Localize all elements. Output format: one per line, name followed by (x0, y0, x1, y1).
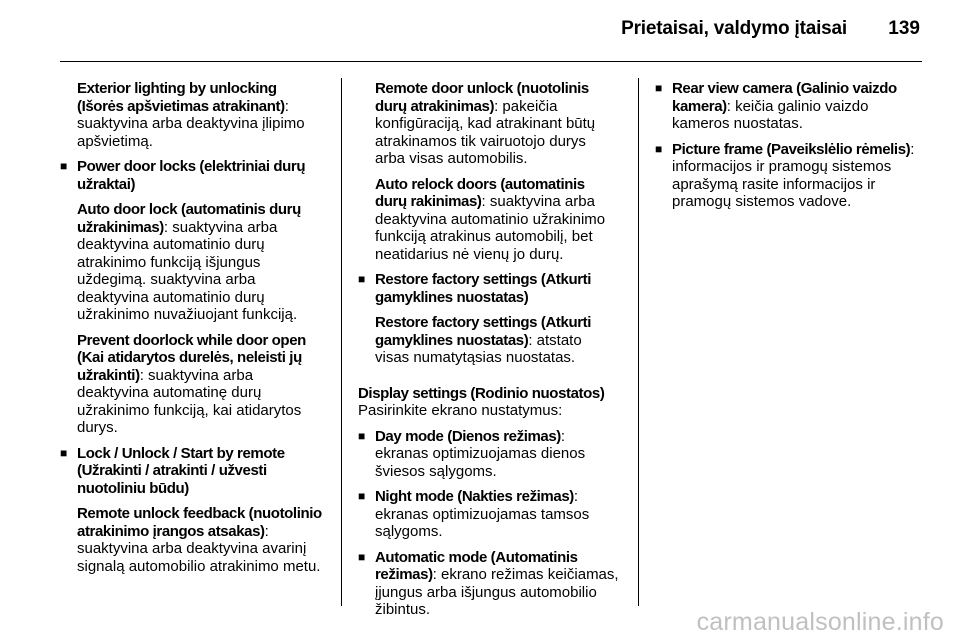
column-divider-1 (341, 78, 342, 606)
page-number: 139 (888, 18, 920, 39)
setting-description (358, 176, 620, 264)
bullet-item (655, 141, 917, 211)
bullet-item (60, 445, 322, 498)
setting-name: Lock / Unlock / Start by remote (Užrakinti / atrakinti / užvesti nuotoliniu būdu) (77, 444, 285, 497)
setting-description (60, 201, 322, 324)
setting-text: : ekrano režimas keičiamas, įjungus arba išjungus automobilio žibintus. (375, 566, 619, 618)
setting-name: Restore factory settings (Atkurti gamyklines nuostatas) (375, 271, 592, 306)
bullet-item (358, 428, 620, 481)
setting-name: Remote door unlock (nuotolinis durų atrakinimas) (375, 80, 589, 115)
setting-name: Auto door lock (automatinis durų užrakinimas) (77, 201, 301, 236)
header-rule (60, 61, 922, 62)
setting-name: Restore factory settings (Atkurti gamyklines nuostatas) (375, 314, 592, 349)
bullet-icon: ■ (358, 549, 366, 564)
bullet-item (358, 271, 620, 306)
setting-text: : informacijos ir pramogų sistemos aprašymą rasite informacijos ir pramogų sistemos vadove. (672, 140, 915, 210)
bullet-icon: ■ (358, 272, 366, 286)
section-heading: Display settings (Rodinio nuostatos) (358, 384, 605, 402)
setting-name: Auto relock doors (automatinis durų rakinimas) (375, 175, 585, 210)
setting-description (60, 332, 322, 437)
setting-text: : pakeičia konfigūraciją, kad atrakinant būtų atrakinamos tik vairuotojo durys arba visas automobilis. (375, 97, 596, 167)
bullet-item (358, 488, 620, 541)
setting-name: Day mode (Dienos režimas) (375, 427, 561, 445)
column-2 (358, 80, 620, 627)
setting-name: Rear view camera (Galinio vaizdo kamera) (672, 80, 897, 115)
bullet-item (655, 80, 917, 133)
setting-name: Remote unlock feedback (nuotolinio atrakinimo įrangos atsakas) (77, 505, 322, 540)
section-intro: Pasirinkite ekrano nustatymus: (358, 402, 563, 419)
column-3 (655, 80, 917, 219)
setting-text: : suaktyvina arba deaktyvina įlipimo apšvietimą. (77, 97, 305, 150)
setting-text: : ekranas optimizuojamas tamsos sąlygoms. (375, 488, 590, 540)
bullet-icon: ■ (358, 489, 366, 503)
setting-text: : ekranas optimizuojamas dienos šviesos sąlygoms. (375, 427, 586, 480)
setting-text: : suaktyvina arba deaktyvina automatinio užrakinimo funkciją atrakinus automobilį, bet neatidarius nė vienų jo durų. (375, 193, 606, 263)
column-divider-2 (638, 78, 639, 606)
page-header-title: Prietaisai, valdymo įtaisai (621, 18, 847, 39)
setting-name: Picture frame (Paveikslėlio rėmelis) (672, 140, 911, 158)
bullet-icon: ■ (655, 141, 663, 156)
bullet-icon: ■ (655, 81, 663, 95)
setting-name: Exterior lighting by unlocking (Išorės apšvietimas atrakinant) (77, 80, 285, 115)
watermark: carmanualsonline.info (696, 608, 944, 636)
setting-text: : keičia galinio vaizdo kameros nuostatas. (672, 97, 869, 132)
setting-description (358, 314, 620, 367)
setting-name: Prevent doorlock while door open (Kai atidarytos durelės, neleisti jų užrakinti) (77, 331, 306, 384)
setting-description (60, 505, 322, 575)
setting-description (60, 80, 322, 150)
setting-text: : atstato visas numatytąsias nuostatas. (375, 331, 582, 366)
bullet-item (358, 549, 620, 619)
column-1 (60, 80, 322, 583)
bullet-icon: ■ (60, 445, 68, 460)
bullet-icon: ■ (60, 159, 68, 173)
bullet-icon: ■ (358, 428, 366, 443)
section-spacer (358, 375, 620, 385)
setting-text: : suaktyvina arba deaktyvina automatinę durų užrakinimo funkciją, kai atidarytos durys. (77, 366, 302, 436)
setting-text: : suaktyvina arba deaktyvina avarinį signalą automobilio atrakinimo metu. (77, 522, 321, 575)
bullet-item (60, 158, 322, 193)
setting-name: Power door locks (elektriniai durų užraktai) (77, 158, 306, 193)
setting-name: Night mode (Nakties režimas) (375, 488, 574, 505)
setting-description (358, 80, 620, 168)
setting-text: : suaktyvina arba deaktyvina automatinio durų atrakinimo funkciją išjungus uždegimą. suaktyvina arba deaktyvina automatinio durų užrakinimo nuvažiuojant funkciją. (77, 218, 298, 323)
setting-name: Automatic mode (Automatinis režimas) (375, 548, 578, 583)
